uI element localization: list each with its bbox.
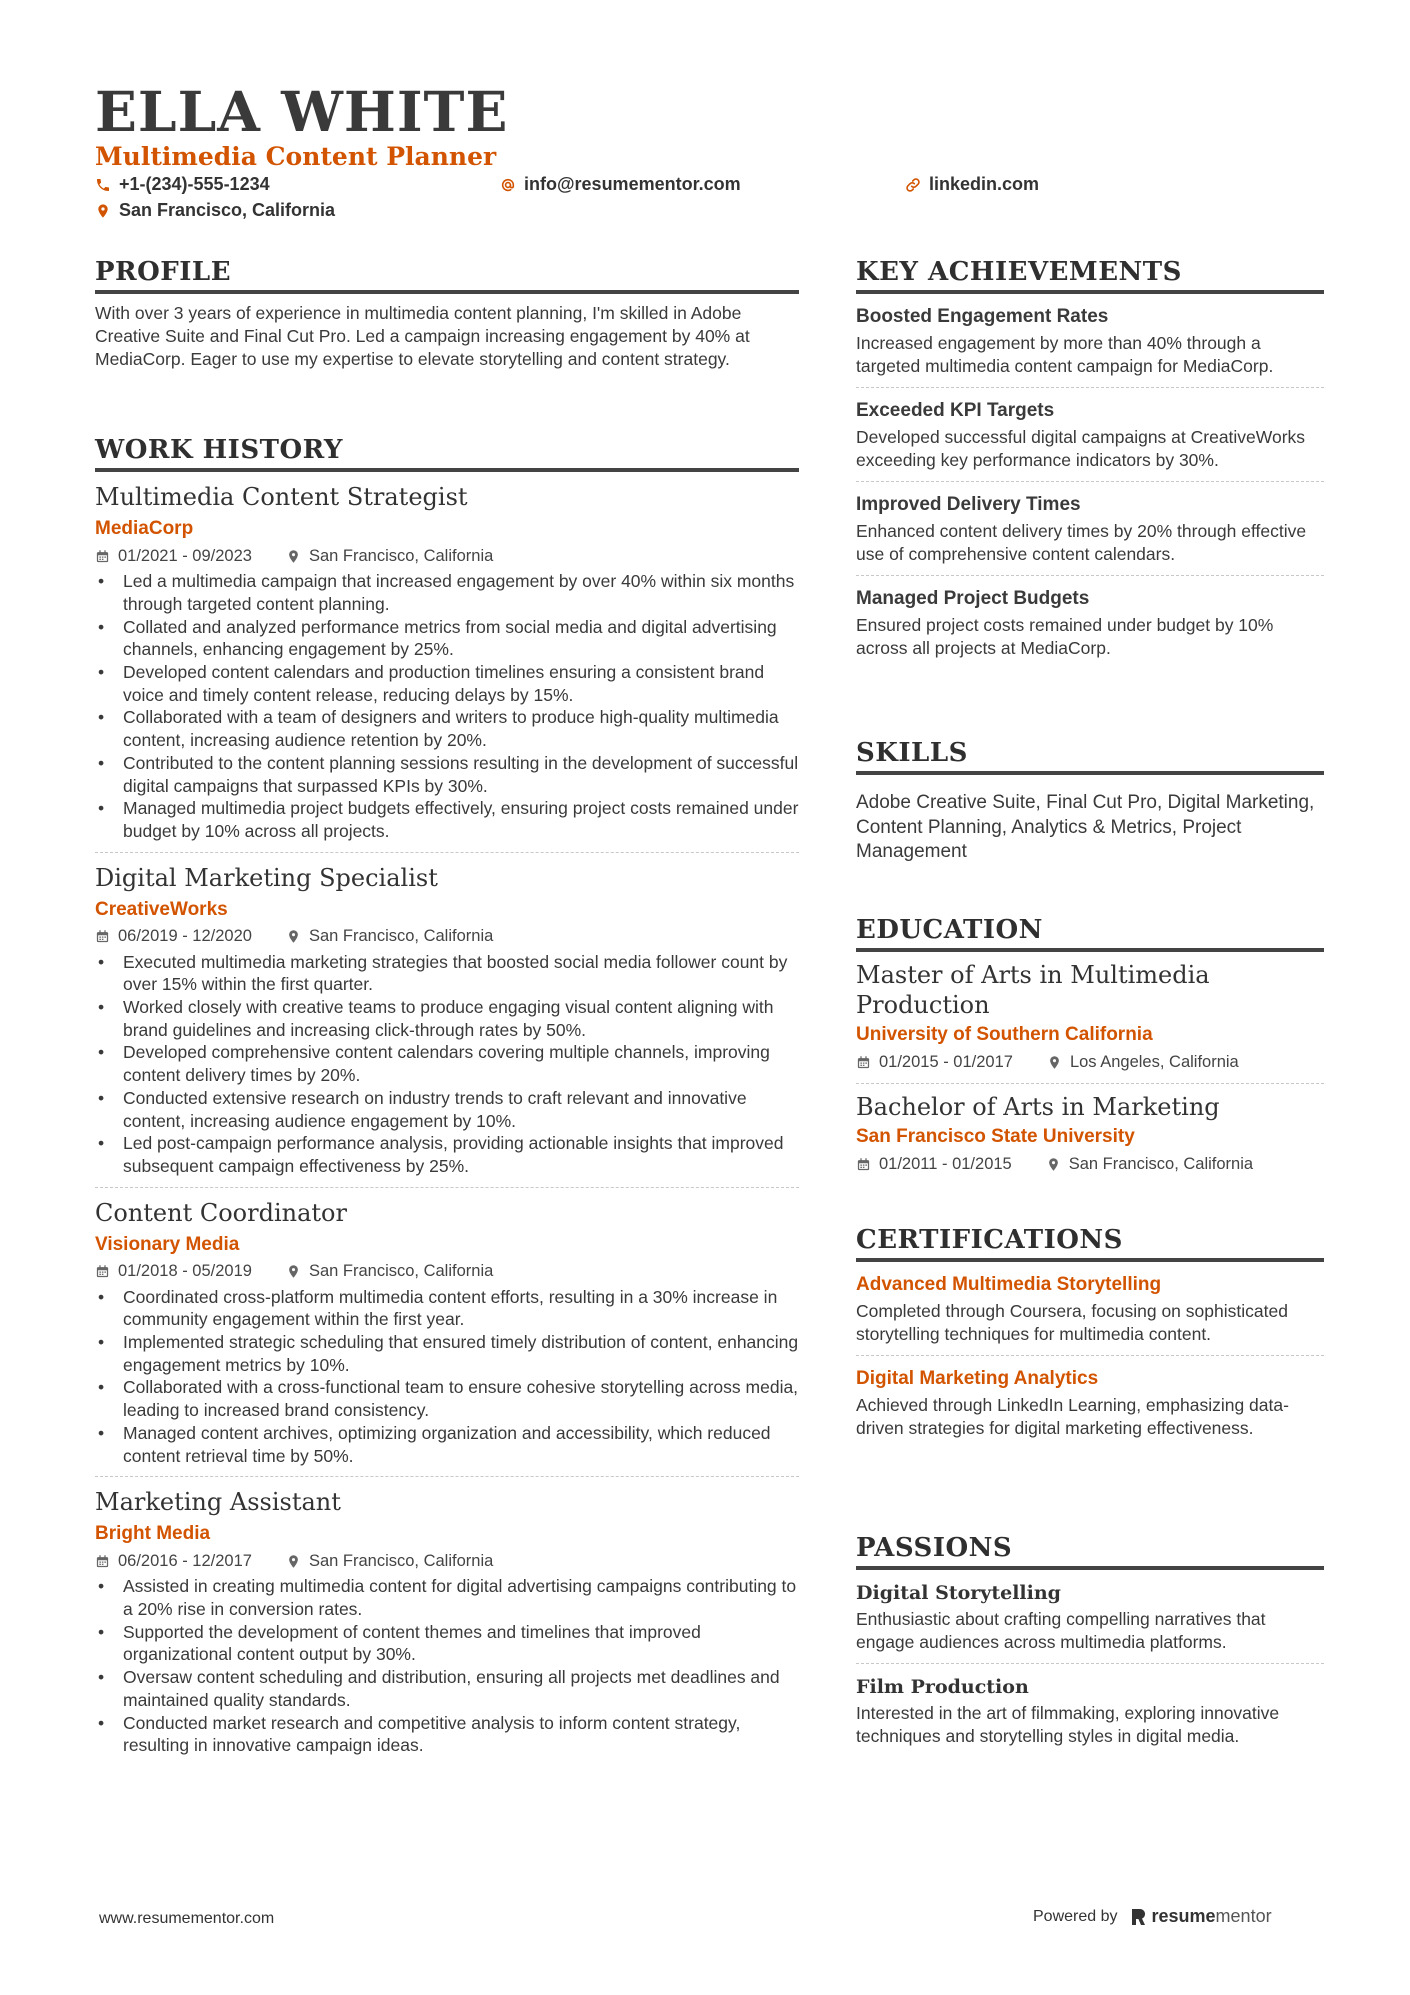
bullet-item: • Led post-campaign performance analysis, providing actionable insights that improved subsequent campaign effectiveness by 25%. [95, 1132, 799, 1177]
bullet-item: • Developed content calendars and production timelines ensuring a consistent brand voice and timely content release, reducing delays by 15%. [95, 661, 799, 706]
certification-text: Completed through Coursera, focusing on sophisticated storytelling techniques for multimedia content. [856, 1301, 1288, 1345]
divider [856, 575, 1324, 576]
achievement-item [856, 584, 1324, 660]
job-entry [95, 1485, 799, 1757]
degree-title: Master of Arts in Multimedia Production [856, 961, 1210, 1020]
divider [95, 852, 799, 853]
bullet-item: • Oversaw content scheduling and distribution, ensuring all projects met deadlines and maintained quality standards. [95, 1666, 799, 1711]
phone-text[interactable]: +1-(234)-555-1234 [119, 174, 270, 194]
job-title-heading: Multimedia Content Planner [95, 142, 497, 171]
powered-by-label: Powered by [1033, 1907, 1118, 1925]
bullet-item: • Conducted extensive research on industry trends to craft relevant and innovative content, increasing audience engagement by 10%. [95, 1087, 799, 1132]
job-bullets [95, 951, 799, 1178]
achievement-item [856, 396, 1324, 472]
bullet-item: • Collated and analyzed performance metrics from social media and digital advertising channels, enhancing engagement by 25%. [95, 616, 799, 661]
location-pin-icon [286, 1264, 301, 1279]
achievement-text: Ensured project costs remained under budget by 10% across all projects at MediaCorp. [856, 615, 1274, 659]
work-history-section [95, 435, 799, 1757]
footer-website[interactable]: www.resumementor.com [99, 1910, 275, 1927]
certification-title: Digital Marketing Analytics [856, 1368, 1099, 1390]
brand-name-light: mentor [1215, 1906, 1272, 1926]
linkedin-contact [905, 174, 1039, 195]
divider [856, 1663, 1324, 1664]
location-contact [95, 200, 335, 221]
certifications-heading: CERTIFICATIONS [856, 1225, 1324, 1262]
job-bullets [95, 570, 799, 842]
job-dates: 06/2016 - 12/2017 [118, 1551, 252, 1570]
profile-text: With over 3 years of experience in multimedia content planning, I'm skilled in Adobe Creative Suite and Final Cut Pro. Led a campaign increasing engagement by 40% at MediaCorp. Eager to use my expertise to elevate storytelling and content strategy. [95, 303, 750, 370]
location-pin-icon [1047, 1055, 1062, 1070]
job-location: San Francisco, California [308, 1262, 494, 1281]
education-meta [856, 1152, 1324, 1176]
footer-powered-by [1033, 1906, 1272, 1927]
location-pin-icon [286, 1554, 301, 1569]
divider [95, 1476, 799, 1477]
job-location: San Francisco, California [308, 927, 494, 946]
job-meta [95, 1260, 799, 1284]
bullet-item: • Managed content archives, optimizing organization and accessibility, which reduced content retrieval time by 50%. [95, 1422, 799, 1467]
certification-item [856, 1364, 1324, 1440]
job-entry [95, 861, 799, 1178]
company-name: MediaCorp [95, 518, 194, 540]
education-dates: 01/2015 - 01/2017 [879, 1052, 1013, 1071]
passion-item [856, 1672, 1324, 1748]
certifications-section [856, 1225, 1324, 1440]
bullet-item: • Coordinated cross-platform multimedia content efforts, resulting in a 30% increase in community engagement within the first year. [95, 1286, 799, 1331]
job-title: Digital Marketing Specialist [95, 863, 438, 892]
brand-logo[interactable] [1130, 1906, 1272, 1927]
bullet-item: • Conducted market research and competitive analysis to inform content strategy, resulting in innovative campaign ideas. [95, 1712, 799, 1757]
passion-text: Enthusiastic about crafting compelling narratives that engage audiences across multimedia platforms. [856, 1609, 1266, 1653]
job-entry [95, 1196, 799, 1468]
location-pin-icon [95, 203, 111, 219]
bullet-item: • Contributed to the content planning sessions resulting in the development of successful digital campaigns that surpassed KPIs by 30%. [95, 752, 799, 797]
school-name: San Francisco State University [856, 1126, 1135, 1148]
resumementor-logo-icon [1130, 1907, 1146, 1927]
divider [856, 481, 1324, 482]
passion-title: Digital Storytelling [856, 1582, 1061, 1605]
email-contact [500, 174, 741, 195]
calendar-icon [95, 549, 110, 564]
job-location: San Francisco, California [308, 546, 494, 565]
profile-section [95, 257, 799, 371]
achievements-section [856, 257, 1324, 660]
bullet-item: • Supported the development of content themes and timelines that improved organizational content output by 30%. [95, 1621, 799, 1666]
bullet-item: • Worked closely with creative teams to produce engaging visual content aligning with brand guidelines and increasing click-through rates by 50%. [95, 996, 799, 1041]
brand-name-bold: resume [1151, 1906, 1216, 1926]
achievement-text: Increased engagement by more than 40% through a targeted multimedia content campaign for MediaCorp. [856, 333, 1274, 377]
achievement-title: Managed Project Budgets [856, 588, 1090, 610]
skills-text: Adobe Creative Suite, Final Cut Pro, Digital Marketing, Content Planning, Analytics & Metrics, Project Management [856, 792, 1315, 863]
passion-item [856, 1578, 1324, 1654]
company-name: Visionary Media [95, 1233, 240, 1255]
achievements-heading: KEY ACHIEVEMENTS [856, 257, 1324, 294]
education-dates: 01/2011 - 01/2015 [879, 1154, 1012, 1173]
job-title: Multimedia Content Strategist [95, 483, 468, 512]
achievement-text: Enhanced content delivery times by 20% through effective use of comprehensive content calendars. [856, 521, 1307, 565]
certification-text: Achieved through LinkedIn Learning, emphasizing data-driven strategies for digital marketing effectiveness. [856, 1395, 1289, 1439]
education-heading: EDUCATION [856, 915, 1324, 952]
location-pin-icon [286, 549, 301, 564]
bullet-item: • Implemented strategic scheduling that ensured timely distribution of content, enhancing engagement metrics by 10%. [95, 1331, 799, 1376]
job-title: Content Coordinator [95, 1198, 347, 1227]
profile-heading: PROFILE [95, 257, 799, 294]
job-meta [95, 544, 799, 568]
calendar-icon [95, 929, 110, 944]
at-icon [500, 177, 516, 193]
company-name: CreativeWorks [95, 898, 228, 920]
certification-title: Advanced Multimedia Storytelling [856, 1274, 1162, 1296]
company-name: Bright Media [95, 1523, 211, 1545]
bullet-item: • Developed comprehensive content calendars covering multiple channels, improving content delivery times by 20%. [95, 1041, 799, 1086]
skills-section [856, 738, 1324, 865]
candidate-name: ELLA WHITE [95, 79, 509, 144]
job-entry [95, 480, 799, 842]
education-meta [856, 1050, 1324, 1074]
calendar-icon [95, 1554, 110, 1569]
job-dates: 01/2021 - 09/2023 [118, 546, 252, 565]
link-icon [905, 177, 921, 193]
passion-text: Interested in the art of filmmaking, exploring innovative techniques and storytelling styles in digital media. [856, 1703, 1280, 1747]
achievement-item [856, 490, 1324, 566]
education-location: Los Angeles, California [1069, 1052, 1239, 1071]
bullet-item: • Managed multimedia project budgets effectively, ensuring project costs remained under budget by 10% across all projects. [95, 797, 799, 842]
education-section [856, 915, 1324, 1176]
divider [856, 1355, 1324, 1356]
job-title: Marketing Assistant [95, 1488, 341, 1517]
degree-title: Bachelor of Arts in Marketing [856, 1093, 1220, 1122]
job-dates: 01/2018 - 05/2019 [118, 1262, 252, 1281]
skills-heading: SKILLS [856, 738, 1324, 775]
phone-contact [95, 174, 270, 195]
job-meta [95, 1549, 799, 1573]
email-text[interactable]: info@resumementor.com [524, 174, 741, 194]
bullet-item: • Led a multimedia campaign that increased engagement by over 40% within six months through targeted content planning. [95, 570, 799, 615]
job-dates: 06/2019 - 12/2020 [118, 927, 252, 946]
job-bullets [95, 1286, 799, 1468]
bullet-item: • Collaborated with a cross-functional team to ensure cohesive storytelling across media, leading to increased brand consistency. [95, 1376, 799, 1421]
education-item [856, 1092, 1324, 1176]
passion-title: Film Production [856, 1676, 1029, 1699]
phone-icon [95, 177, 111, 193]
achievement-title: Improved Delivery Times [856, 494, 1081, 516]
linkedin-text[interactable]: linkedin.com [929, 174, 1040, 194]
location-pin-icon [1046, 1157, 1061, 1172]
divider [95, 1187, 799, 1188]
passions-heading: PASSIONS [856, 1533, 1324, 1570]
divider [856, 1083, 1324, 1084]
job-location: San Francisco, California [308, 1551, 494, 1570]
work-history-heading: WORK HISTORY [95, 435, 799, 472]
location-pin-icon [286, 929, 301, 944]
achievement-text: Developed successful digital campaigns at CreativeWorks exceeding key performance indicators by 30%. [856, 427, 1306, 471]
location-text: San Francisco, California [119, 200, 336, 220]
job-bullets [95, 1575, 799, 1757]
achievement-item [856, 302, 1324, 378]
achievement-title: Boosted Engagement Rates [856, 306, 1109, 328]
education-location: San Francisco, California [1068, 1154, 1254, 1173]
calendar-icon [95, 1264, 110, 1279]
bullet-item: • Collaborated with a team of designers and writers to produce high-quality multimedia content, increasing audience retention by 20%. [95, 706, 799, 751]
achievement-title: Exceeded KPI Targets [856, 400, 1055, 422]
divider [856, 387, 1324, 388]
bullet-item: • Executed multimedia marketing strategies that boosted social media follower count by over 15% within the first quarter. [95, 951, 799, 996]
school-name: University of Southern California [856, 1024, 1153, 1046]
certification-item [856, 1270, 1324, 1346]
job-meta [95, 925, 799, 949]
bullet-item: • Assisted in creating multimedia content for digital advertising campaigns contributing to a 20% rise in conversion rates. [95, 1575, 799, 1620]
calendar-icon [856, 1055, 871, 1070]
education-item [856, 960, 1324, 1074]
passions-section [856, 1533, 1324, 1748]
calendar-icon [856, 1157, 871, 1172]
